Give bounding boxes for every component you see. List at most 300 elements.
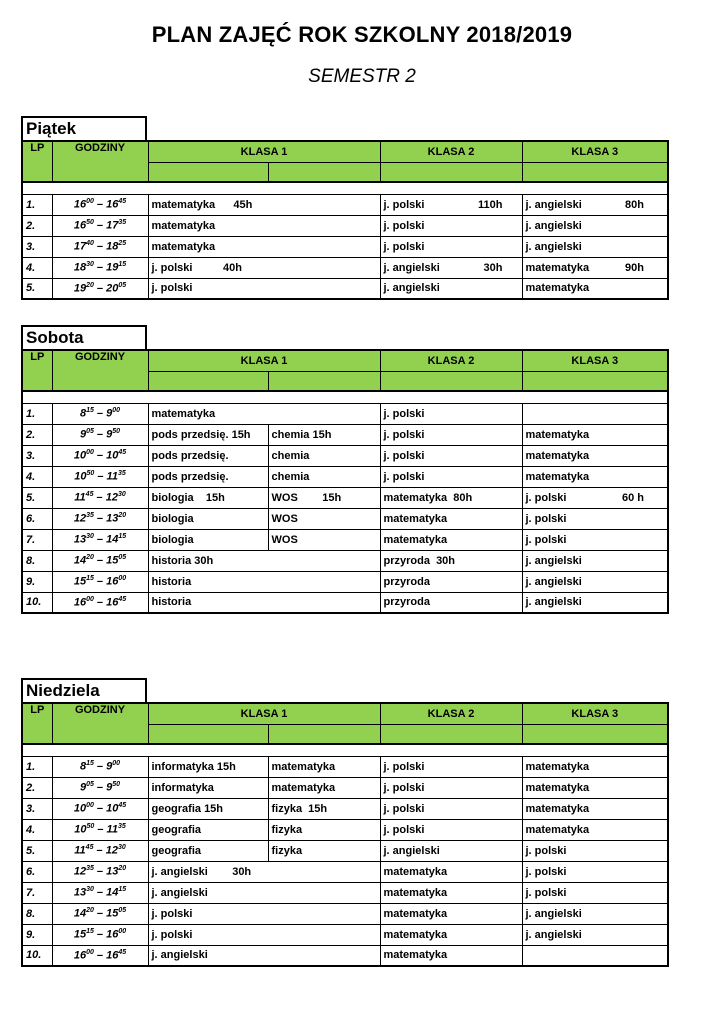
- klasa-2-name: matematyka: [383, 865, 448, 878]
- time-from-minute: 15: [86, 575, 94, 583]
- time-cell: [52, 756, 148, 777]
- time-to-hour: 16: [106, 928, 119, 941]
- klasa-2-wrap: [384, 887, 519, 899]
- time-dash: –: [93, 533, 107, 546]
- time-to-hour: 15: [106, 907, 119, 920]
- time-to-minute: 00: [118, 575, 127, 583]
- table-row: [22, 840, 668, 861]
- time-cell: [52, 924, 148, 945]
- klasa-2-hours: [503, 429, 519, 441]
- time-from-hour: 8: [79, 407, 87, 420]
- klasa-2-wrap: [384, 262, 519, 274]
- lp-cell: 1.: [22, 756, 52, 777]
- klasa-2-wrap: [384, 908, 519, 920]
- klasa-3-wrap: [526, 555, 665, 567]
- lp-cell: 5.: [22, 487, 52, 508]
- table-row: [22, 257, 668, 278]
- table-row: [22, 403, 668, 424]
- time-cell: [52, 529, 148, 550]
- klasa-3-wrap: [526, 887, 665, 899]
- klasa-2-hours: [503, 576, 519, 588]
- klasa-2-name: j. angielski: [383, 844, 440, 857]
- klasa-1-subject: matematyka: [148, 236, 380, 257]
- klasa-3-hours: [644, 803, 664, 815]
- klasa-2-subject: [380, 903, 522, 924]
- klasa-3-subject: [522, 403, 668, 424]
- time-from-hour: 19: [73, 282, 87, 295]
- time-to-minute: 45: [118, 198, 127, 206]
- klasa-3-name: matematyka: [525, 802, 590, 815]
- klasa-3-hours: 60 h: [621, 491, 644, 504]
- time-cell: [52, 215, 148, 236]
- time-from-minute: 45: [85, 844, 94, 852]
- time-cell: [52, 445, 148, 466]
- klasa-1-subject: j. polski 40h: [148, 257, 380, 278]
- klasa-3-wrap: [526, 761, 665, 773]
- klasa-1-subject: historia: [148, 571, 380, 592]
- klasa-2-name: j. polski: [383, 219, 425, 232]
- time-to-minute: 35: [117, 470, 126, 478]
- klasa-2-wrap: [384, 241, 519, 253]
- time-to-hour: 15: [106, 554, 119, 567]
- klasa-2-wrap: [384, 408, 519, 420]
- klasa-3-hours: [644, 576, 664, 588]
- lp-cell: 5.: [22, 278, 52, 299]
- klasa-2-name: j. polski: [383, 428, 425, 441]
- day-label: Niedziela: [21, 678, 147, 702]
- spacer-row: [22, 744, 668, 756]
- time-dash: –: [94, 823, 107, 836]
- time-to-minute: 35: [118, 219, 127, 227]
- time-to-hour: 20: [106, 282, 119, 295]
- time-dash: –: [93, 802, 107, 815]
- header-klasa-2: KLASA 2: [380, 141, 522, 162]
- klasa-2-hours: [503, 555, 519, 567]
- klasa-2-wrap: [384, 492, 519, 504]
- klasa-3-hours: [644, 282, 664, 294]
- time-to-hour: 11: [106, 823, 118, 836]
- lp-cell: 7.: [22, 882, 52, 903]
- klasa-3-name: j. angielski: [525, 907, 582, 920]
- klasa-2-subject: [380, 236, 522, 257]
- time-cell: [52, 840, 148, 861]
- time-from-hour: 13: [73, 886, 87, 899]
- lp-cell: 2.: [22, 424, 52, 445]
- time-from-minute: 50: [86, 219, 94, 227]
- klasa-2-hours: [503, 824, 519, 836]
- klasa-1a-subject: informatyka 15h: [148, 756, 268, 777]
- klasa-3-wrap: [526, 450, 665, 462]
- klasa-3-name: j. polski: [525, 533, 567, 546]
- table-row: [22, 571, 668, 592]
- day-label: Piątek: [21, 116, 147, 140]
- time-dash: –: [93, 407, 107, 420]
- time-to-hour: 10: [106, 449, 119, 462]
- klasa-2-hours: 30h: [483, 261, 503, 274]
- time-from-minute: 00: [86, 198, 94, 206]
- klasa-2-wrap: [384, 429, 519, 441]
- klasa-3-subject: [522, 819, 668, 840]
- klasa-1b-subject: WOS: [268, 508, 380, 529]
- time-from-minute: 45: [85, 491, 94, 499]
- table-row: [22, 798, 668, 819]
- klasa-3-name: matematyka: [525, 428, 590, 441]
- time-to-minute: 30: [117, 844, 126, 852]
- time-to-minute: 20: [118, 512, 127, 520]
- klasa-2-name: j. polski: [383, 760, 425, 773]
- time-to-hour: 9: [106, 781, 113, 794]
- time-from-minute: 15: [86, 760, 94, 768]
- table-row: [22, 924, 668, 945]
- time-to-hour: 13: [106, 512, 119, 525]
- klasa-3-name: j. polski: [525, 844, 567, 857]
- time-from-hour: 18: [73, 261, 87, 274]
- klasa-3-subject: [522, 571, 668, 592]
- klasa-3-subject: [522, 215, 668, 236]
- klasa-3-hours: [644, 887, 664, 899]
- klasa-2-hours: [503, 866, 519, 878]
- header-klasa-2: KLASA 2: [380, 703, 522, 724]
- klasa-2-name: j. angielski: [383, 282, 440, 295]
- time-cell: [52, 798, 148, 819]
- header-klasa-3: KLASA 3: [522, 703, 668, 724]
- klasa-2-name: j. polski: [383, 449, 425, 462]
- klasa-2-name: j. polski: [383, 781, 425, 794]
- klasa-2-wrap: [384, 845, 519, 857]
- klasa-3-wrap: [526, 845, 665, 857]
- klasa-1a-subject: pods przedsię. 15h: [148, 424, 268, 445]
- klasa-2-hours: [503, 908, 519, 920]
- lp-cell: 8.: [22, 903, 52, 924]
- time-cell: [52, 487, 148, 508]
- time-cell: [52, 236, 148, 257]
- klasa-2-wrap: [384, 782, 519, 794]
- klasa-1-subject: j. angielski 30h: [148, 861, 380, 882]
- header-klasa-3: KLASA 3: [522, 350, 668, 371]
- header-subcell: [268, 162, 380, 182]
- klasa-2-hours: [503, 408, 519, 420]
- klasa-3-subject: [522, 445, 668, 466]
- klasa-2-name: matematyka: [383, 949, 448, 962]
- klasa-3-wrap: [526, 803, 665, 815]
- klasa-1-subject: j. angielski: [148, 882, 380, 903]
- time-dash: –: [93, 282, 107, 295]
- klasa-2-wrap: [384, 199, 519, 211]
- klasa-3-subject: [522, 236, 668, 257]
- klasa-2-wrap: [384, 596, 519, 608]
- time-dash: –: [93, 907, 107, 920]
- klasa-2-hours: [503, 782, 519, 794]
- klasa-3-name: j. polski: [525, 886, 567, 899]
- time-from-minute: 15: [86, 407, 94, 415]
- header-subcell: [380, 162, 522, 182]
- time-to-minute: 50: [112, 428, 121, 436]
- klasa-2-hours: [503, 596, 519, 608]
- time-to-hour: 9: [106, 428, 113, 441]
- klasa-2-subject: [380, 194, 522, 215]
- time-from-hour: 15: [73, 575, 87, 588]
- klasa-3-subject: [522, 903, 668, 924]
- klasa-2-hours: [503, 241, 519, 253]
- time-from-hour: 11: [74, 491, 86, 504]
- klasa-1a-subject: geografia 15h: [148, 798, 268, 819]
- page-title: PLAN ZAJĘĆ ROK SZKOLNY 2018/2019: [151, 22, 573, 47]
- header-subcell: [380, 724, 522, 744]
- klasa-3-name: matematyka: [525, 261, 590, 274]
- klasa-2-name: matematyka 80h: [383, 491, 473, 504]
- spacer-cell: [22, 744, 668, 756]
- schedule-table: [21, 349, 669, 614]
- time-from-hour: 15: [73, 928, 87, 941]
- time-from-minute: 00: [86, 948, 94, 956]
- klasa-2-hours: [503, 450, 519, 462]
- klasa-2-hours: [503, 803, 519, 815]
- klasa-3-hours: [644, 450, 664, 462]
- time-from-hour: 10: [74, 823, 87, 836]
- klasa-1a-subject: pods przedsię.: [148, 466, 268, 487]
- time-to-hour: 16: [106, 949, 119, 962]
- time-to-minute: 45: [118, 802, 127, 810]
- lp-cell: 1.: [22, 403, 52, 424]
- time-to-minute: 45: [118, 595, 127, 603]
- time-to-hour: 17: [106, 219, 119, 232]
- klasa-2-name: j. polski: [383, 470, 425, 483]
- spacer-row: [22, 182, 668, 194]
- time-dash: –: [93, 844, 106, 857]
- time-cell: [52, 903, 148, 924]
- time-from-hour: 16: [73, 596, 87, 609]
- klasa-3-hours: [644, 534, 664, 546]
- klasa-3-wrap: [526, 282, 665, 294]
- header-klasa-1: KLASA 1: [148, 141, 380, 162]
- klasa-3-hours: 80h: [625, 198, 644, 211]
- klasa-1b-subject: WOS 15h: [268, 487, 380, 508]
- klasa-2-subject: [380, 777, 522, 798]
- lp-cell: 2.: [22, 777, 52, 798]
- time-dash: –: [93, 219, 107, 232]
- time-from-hour: 17: [73, 240, 87, 253]
- klasa-2-name: przyroda: [383, 575, 430, 588]
- lp-cell: 8.: [22, 550, 52, 571]
- klasa-2-wrap: [384, 949, 519, 961]
- klasa-3-hours: [644, 220, 664, 232]
- klasa-3-wrap: [526, 929, 665, 941]
- table-row: [22, 529, 668, 550]
- klasa-3-name: matematyka: [525, 823, 590, 836]
- table-row: [22, 903, 668, 924]
- klasa-2-wrap: [384, 534, 519, 546]
- header-klasa-3: KLASA 3: [522, 141, 668, 162]
- table-row: [22, 945, 668, 966]
- time-from-hour: 11: [74, 844, 86, 857]
- klasa-1-subject: matematyka: [148, 403, 380, 424]
- klasa-2-name: matematyka: [383, 533, 448, 546]
- klasa-2-subject: [380, 403, 522, 424]
- klasa-3-name: matematyka: [525, 781, 590, 794]
- time-from-minute: 15: [86, 928, 94, 936]
- time-cell: [52, 861, 148, 882]
- klasa-1-subject: historia 30h: [148, 550, 380, 571]
- time-dash: –: [93, 512, 107, 525]
- klasa-2-wrap: [384, 450, 519, 462]
- klasa-2-hours: 110h: [478, 198, 503, 211]
- klasa-3-hours: [644, 513, 664, 525]
- time-from-minute: 05: [86, 428, 94, 436]
- klasa-2-subject: [380, 445, 522, 466]
- time-from-minute: 05: [86, 781, 94, 789]
- klasa-1b-subject: matematyka: [268, 756, 380, 777]
- header-lp: LP: [22, 350, 52, 391]
- table-row: [22, 882, 668, 903]
- klasa-2-name: matematyka: [383, 928, 448, 941]
- header-subcell: [522, 162, 668, 182]
- time-dash: –: [93, 428, 107, 441]
- klasa-3-subject: [522, 487, 668, 508]
- klasa-1b-subject: matematyka: [268, 777, 380, 798]
- klasa-2-name: matematyka: [383, 907, 448, 920]
- klasa-2-wrap: [384, 513, 519, 525]
- klasa-2-name: j. polski: [383, 407, 425, 420]
- time-dash: –: [93, 865, 107, 878]
- klasa-1b-subject: chemia 15h: [268, 424, 380, 445]
- time-dash: –: [93, 198, 107, 211]
- header-klasa-2: KLASA 2: [380, 350, 522, 371]
- time-to-hour: 11: [106, 470, 118, 483]
- klasa-3-subject: [522, 424, 668, 445]
- klasa-3-subject: [522, 924, 668, 945]
- klasa-2-subject: [380, 529, 522, 550]
- lp-cell: 4.: [22, 257, 52, 278]
- header-row: [22, 141, 668, 162]
- header-lp: LP: [22, 703, 52, 744]
- klasa-1a-subject: biologia: [148, 529, 268, 550]
- time-from-hour: 13: [73, 533, 87, 546]
- klasa-3-subject: [522, 466, 668, 487]
- klasa-3-name: j. angielski: [525, 575, 582, 588]
- lp-cell: 10.: [22, 592, 52, 613]
- table-row: [22, 592, 668, 613]
- klasa-2-hours: [503, 929, 519, 941]
- klasa-2-hours: [503, 220, 519, 232]
- time-from-minute: 00: [86, 595, 94, 603]
- klasa-3-wrap: [526, 824, 665, 836]
- klasa-2-subject: [380, 840, 522, 861]
- header-godziny: GODZINY: [52, 141, 148, 182]
- lp-cell: 9.: [22, 571, 52, 592]
- klasa-1a-subject: geografia: [148, 819, 268, 840]
- time-from-hour: 10: [73, 449, 87, 462]
- header-klasa-1: KLASA 1: [148, 703, 380, 724]
- klasa-3-hours: [644, 866, 664, 878]
- lp-cell: 6.: [22, 508, 52, 529]
- klasa-1b-subject: WOS: [268, 529, 380, 550]
- klasa-2-subject: [380, 882, 522, 903]
- time-to-minute: 20: [118, 865, 127, 873]
- klasa-3-name: j. angielski: [525, 928, 582, 941]
- klasa-1-subject: j. polski: [148, 903, 380, 924]
- klasa-3-name: j. angielski: [525, 554, 582, 567]
- klasa-1-subject: matematyka 45h: [148, 194, 380, 215]
- klasa-3-hours: 90h: [625, 261, 644, 274]
- lp-cell: 6.: [22, 861, 52, 882]
- klasa-1-subject: j. polski: [148, 924, 380, 945]
- time-from-minute: 35: [86, 865, 94, 873]
- klasa-2-name: j. angielski: [383, 261, 440, 274]
- klasa-2-subject: [380, 257, 522, 278]
- klasa-3-wrap: [526, 866, 665, 878]
- klasa-3-hours: [644, 824, 664, 836]
- time-dash: –: [93, 449, 107, 462]
- time-to-hour: 14: [106, 533, 119, 546]
- time-to-hour: 18: [106, 240, 119, 253]
- klasa-3-hours: [644, 908, 664, 920]
- header-lp: LP: [22, 141, 52, 182]
- klasa-3-name: matematyka: [525, 470, 590, 483]
- klasa-1a-subject: informatyka: [148, 777, 268, 798]
- time-to-minute: 45: [118, 948, 127, 956]
- table-row: [22, 236, 668, 257]
- time-dash: –: [93, 261, 107, 274]
- spacer-row: [22, 391, 668, 403]
- klasa-2-wrap: [384, 803, 519, 815]
- time-cell: [52, 257, 148, 278]
- lp-cell: 3.: [22, 236, 52, 257]
- table-row: [22, 424, 668, 445]
- schedule-table: [21, 702, 669, 967]
- time-from-minute: 20: [86, 554, 94, 562]
- header-godziny: GODZINY: [52, 703, 148, 744]
- time-cell: [52, 550, 148, 571]
- time-from-hour: 10: [74, 470, 87, 483]
- klasa-3-wrap: [526, 596, 665, 608]
- time-to-minute: 05: [118, 907, 127, 915]
- table-row: [22, 819, 668, 840]
- klasa-2-wrap: [384, 761, 519, 773]
- time-from-minute: 20: [86, 907, 94, 915]
- klasa-2-wrap: [384, 555, 519, 567]
- header-subcell: [268, 371, 380, 391]
- klasa-3-name: j. polski: [525, 512, 567, 525]
- time-from-hour: 12: [73, 865, 87, 878]
- time-from-minute: 00: [86, 449, 94, 457]
- klasa-2-name: j. polski: [383, 802, 425, 815]
- klasa-3-subject: [522, 278, 668, 299]
- klasa-3-name: matematyka: [525, 449, 590, 462]
- klasa-2-subject: [380, 215, 522, 236]
- time-from-minute: 35: [86, 512, 94, 520]
- klasa-3-subject: [522, 756, 668, 777]
- page-subtitle: SEMESTR 2: [308, 66, 416, 87]
- klasa-2-name: j. polski: [383, 240, 425, 253]
- time-dash: –: [93, 575, 107, 588]
- time-cell: [52, 777, 148, 798]
- table-row: [22, 445, 668, 466]
- klasa-1b-subject: fizyka: [268, 819, 380, 840]
- time-dash: –: [94, 470, 107, 483]
- time-cell: [52, 508, 148, 529]
- time-to-hour: 16: [106, 198, 119, 211]
- klasa-1-subject: historia: [148, 592, 380, 613]
- klasa-3-name: j. polski: [525, 865, 567, 878]
- klasa-1-subject: j. polski: [148, 278, 380, 299]
- klasa-3-hours: [644, 596, 664, 608]
- klasa-3-wrap: [526, 782, 665, 794]
- klasa-3-subject: [522, 257, 668, 278]
- time-to-minute: 00: [112, 760, 121, 768]
- klasa-2-name: przyroda: [383, 596, 430, 609]
- header-klasa-1: KLASA 1: [148, 350, 380, 371]
- spacer-cell: [22, 182, 668, 194]
